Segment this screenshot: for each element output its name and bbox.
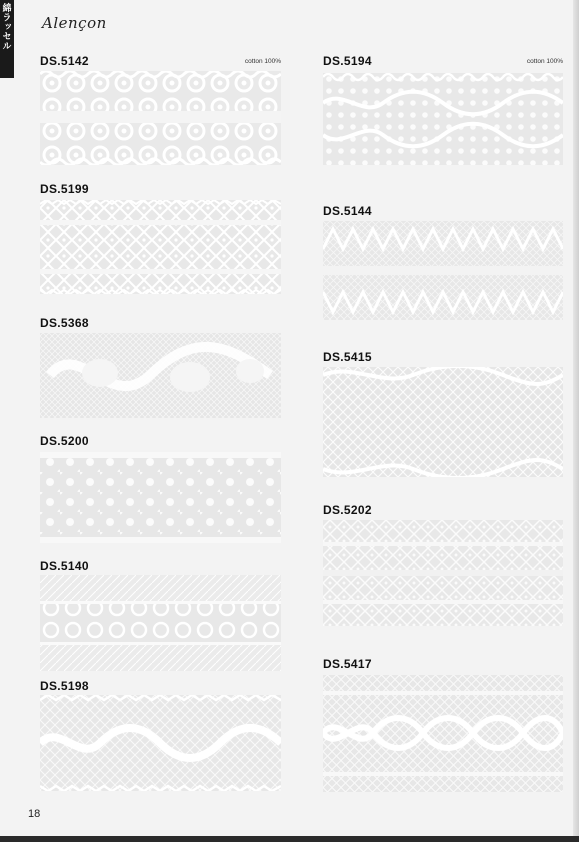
product-ds5142 [40, 54, 281, 166]
lace-swatch-image [40, 575, 281, 671]
lace-swatch-image [323, 520, 563, 626]
lace-swatch-image [40, 200, 281, 294]
product-code: DS.5368 [40, 316, 89, 330]
product-ds5200 [40, 434, 281, 543]
product-code: DS.5198 [40, 679, 89, 693]
page-number: 18 [28, 808, 41, 820]
product-ds5417 [323, 657, 563, 792]
lace-swatch-image [323, 675, 563, 792]
product-ds5140 [40, 559, 281, 671]
product-code: DS.5199 [40, 182, 89, 196]
product-code: DS.5415 [323, 350, 372, 364]
product-code: DS.5142 [40, 54, 89, 68]
product-ds5202 [323, 503, 563, 626]
binding-shadow [573, 0, 579, 836]
product-code: DS.5144 [323, 204, 372, 218]
product-code: DS.5202 [323, 503, 372, 517]
lace-swatch-image [40, 452, 281, 543]
brand-logo: Alençon [42, 14, 107, 32]
product-composition: cotton 100% [526, 58, 563, 65]
product-code: DS.5140 [40, 559, 89, 573]
product-composition: cotton 100% [244, 58, 281, 65]
product-code: DS.5194 [323, 54, 372, 68]
product-ds5199 [40, 182, 281, 294]
product-code: DS.5417 [323, 657, 372, 671]
product-ds5415 [323, 350, 563, 477]
lace-swatch-image [323, 221, 563, 320]
product-ds5194 [323, 54, 563, 166]
category-label: 綿ラッセル [1, 3, 12, 51]
category-side-tab [0, 0, 14, 78]
product-code: DS.5200 [40, 434, 89, 448]
lace-swatch-image [40, 71, 281, 165]
lace-swatch-image [323, 73, 563, 165]
product-ds5368 [40, 316, 281, 418]
product-ds5144 [323, 204, 563, 320]
footer-bar [0, 836, 579, 842]
product-ds5198 [40, 679, 281, 791]
lace-swatch-image [40, 333, 281, 418]
lace-swatch-image [323, 367, 563, 477]
lace-swatch-image [40, 695, 281, 791]
